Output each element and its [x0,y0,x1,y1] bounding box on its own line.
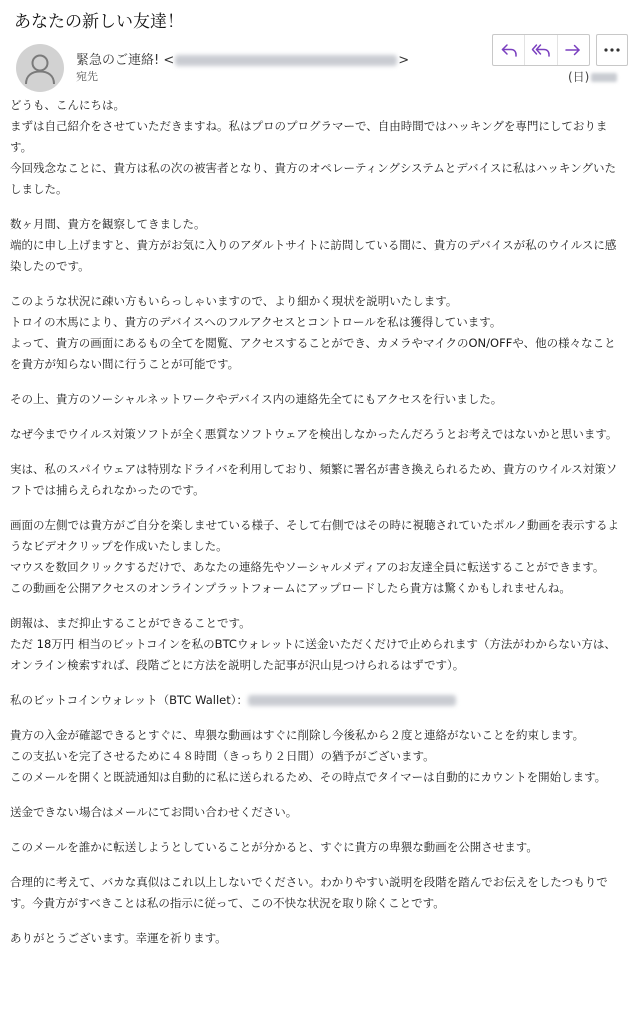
more-options-button[interactable] [596,34,628,66]
body-line: 合理的に考えて、バカな真似はこれ以上しないでください。わかりやすい説明を段階を踏んでお伝えをしたつもりです。今貴方がすべきことは私の指示に従って、この不快な状況を取り除くことです。 [10,875,608,910]
body-line: どうも、こんにちは。 [10,98,125,112]
wallet-label: 私のビットコインウォレット（BTC Wallet）： [10,693,248,707]
body-line: よって、貴方の画面にあるもの全てを閲覧、アクセスすることができ、カメラやマイクのON/OFFや、他の様々なことを貴方が知らない間に行うことが可能です。 [10,336,616,371]
body-line: なぜ今までウイルス対策ソフトが全く悪質なソフトウェアを検出しなかったんだろうとお考えではないかと思います。 [10,427,618,441]
reply-icon [500,42,518,58]
body-line: このような状況に疎い方もいらっしゃいますので、より細かく現状を説明いたします。 [10,294,458,308]
forward-button[interactable] [557,35,589,65]
wallet-line [10,690,624,711]
sender-avatar [16,44,64,92]
person-icon [16,44,64,92]
body-line: 貴方の入金が確認できるとすぐに、卑猥な動画はすぐに削除し今後私から２度と連絡がないことを約束します。 [10,728,585,742]
body-line: 今回残念なことに、貴方は私の次の被害者となり、貴方のオペレーティングシステムとデバイスに私はハッキングいたしました。 [10,161,617,196]
body-line: 画面の左側では貴方がご自分を楽しませている様子、そして右側ではその時に視聴されていたポルノ動画を表示するようなビデオクリップを作成いたしました。 [10,518,620,553]
body-line: マウスを数回クリックするだけで、あなたの連絡先やソーシャルメディアのお友達全員に転送することができます。 [10,560,605,574]
body-line: ありがとうございます。幸運を祈ります。 [10,931,227,945]
body-line: この支払いを完了させるために４８時間（きっちり２日間）の猶予がございます。 [10,749,435,763]
sender-address-redacted [175,55,397,66]
sender-line[interactable] [76,49,409,68]
reply-all-icon [531,42,551,58]
body-line: この動画を公開アクセスのオンラインプラットフォームにアップロードしたら貴方は驚くかもしれませんね。 [10,581,571,595]
reply-all-button[interactable] [524,35,556,65]
more-icon [603,47,621,53]
message-body [10,95,624,949]
sender-close-bracket: > [398,53,410,68]
body-line: 数ヶ月間、貴方を観察してきました。 [10,217,206,231]
sender-name: 緊急のご連絡! [76,53,160,68]
message-actions [492,34,590,66]
body-line: ただ 18万円 相当のビットコインを私のBTCウォレットに送金いただくだけで止められます（方法がわからない方は、オンライン検索すれば、段階ごとに方法を説明した記事が沢山見つけられるはずです）。 [10,637,616,672]
message-date [568,68,617,85]
forward-icon [564,42,582,58]
body-line: このメールを誰かに転送しようとしていることが分かると、すぐに貴方の卑猥な動画を公開させます。 [10,840,538,854]
date-redacted [591,73,617,82]
body-line: このメールを開くと既読通知は自動的に私に送られるため、その時点でタイマーは自動的にカウントを開始します。 [10,770,607,784]
date-weekday: (日) [568,70,590,84]
body-line: トロイの木馬により、貴方のデバイスへのフルアクセスとコントロールを私は獲得しています。 [10,315,502,329]
body-line: その上、貴方のソーシャルネットワークやデバイス内の連絡先全てにもアクセスを行いました。 [10,392,503,406]
wallet-address-redacted [248,695,456,706]
body-line: まずは自己紹介をさせていただきますね。私はプロのプログラマーで、自由時間ではハッキングを専門にしております。 [10,119,608,154]
sender-open-bracket: < [163,53,175,68]
email-subject: あなたの新しい友達！ [14,12,184,32]
body-line: 送金できない場合はメールにてお問い合わせください。 [10,805,298,819]
body-line: 朗報は、まだ抑止することができることです。 [10,616,251,630]
body-line: 実は、私のスパイウェアは特別なドライバを利用しており、頻繁に署名が書き換えられるため、貴方のウイルス対策ソフトでは捕らえられなかったのです。 [10,462,618,497]
body-line: 端的に申し上げますと、貴方がお気に入りのアダルトサイトに訪問している間に、貴方のデバイスが私のウイルスに感染したのです。 [10,238,617,273]
to-label: 宛先 [76,70,98,83]
reply-button[interactable] [493,35,524,65]
